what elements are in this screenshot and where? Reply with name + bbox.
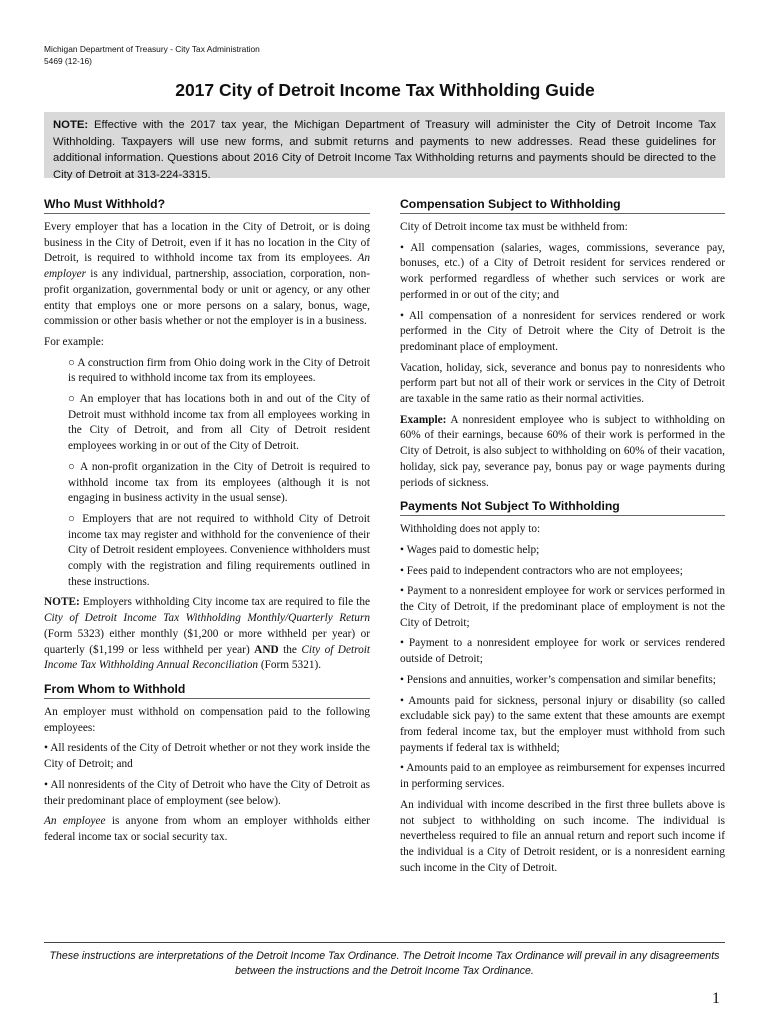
note-and: AND [254,643,279,656]
footer-disclaimer: These instructions are interpretations of the Detroit Income Tax Ordinance. The Detroit Income Tax Ordinance will prevail in any disagreements between the instructions and the Detroit Income Tax Ordinance. [49,950,720,977]
form-5323-title: City of Detroit Income Tax Withholding Monthly/Quarterly Return [44,612,370,625]
payments-closing: An individual with income described in the first three bullets above is not subject to withholding on such income. The individual is nevertheless required to file an annual return and report such income if the individual is a City of Detroit resident, or is a nonresident earning such income in the City of Detroit. [400,798,725,874]
employee-term: An employee [44,815,106,828]
compensation-bullet: • All compensation of a nonresident for services rendered or work performed in the City of Detroit where the City of Detroit is the predominant place of employment. [400,309,725,353]
paragraph-text: Every employer that has a location in the City of Detroit, or is doing business in the City of Detroit, even if it has no location in the City of Detroit, is required to withhold income tax from its employees. [44,221,370,265]
example-item: ○ An employer that has locations both in and out of the City of Detroit must withhold income tax from all employees working in the City of Detroit, and from all City of Detroit resident employees working in or out of the City of Detroit. [68,393,370,453]
note-text: the [278,643,302,656]
compensation-intro: City of Detroit income tax must be withheld from: [400,221,628,233]
example-text: A nonresident employee who is subject to withholding on 60% of their earnings, because 60% of their work is performed in the City of Detroit, is also subject to withholding on 60% of their vacation, holiday, sick pay, severance pay, bonus pay or wage payments during periods of sickness. [400,413,725,489]
from-whom-bullet: • All residents of the City of Detroit whether or not they work inside the City of Detroit; and [44,742,370,771]
agency-name: Michigan Department of Treasury - City Tax Administration [44,44,260,54]
document-header [44,44,260,67]
example-item: ○ A non-profit organization in the City of Detroit is required to withhold income tax from its employees (although it is not engaging in business activity in the usual sense). [68,460,370,505]
payments-intro: Withholding does not apply to: [400,523,541,536]
compensation-bullet: • All compensation (salaries, wages, commissions, severance pay, bonuses, etc.) of a City of Detroit resident for services rendered or work performed regardless of whether such services or work are performed in or out of the city; and [400,241,725,301]
note-box-label: NOTE: [53,119,89,131]
paragraph-text: is any individual, partnership, association, corporation, non-profit organization, governmental body or unit or agency, or any other entity that employs one or more persons on a salary, bonus, wage, commission or other basis whether or not the employer is in a business. [44,268,370,328]
note-box-text: Effective with the 2017 tax year, the Michigan Department of Treasury will administer the City of Detroit Income Tax Withholding. Taxpayers will use new forms, and submit returns and payments to new addresses. Read these guidelines for additional information. Questions about 2016 City of Detroit Income Tax Withholding returns and payments should be directed to the City of Detroit at 313-224-3315. [53,119,716,181]
note-text: (Form 5321). [258,659,322,672]
from-whom-bullet: • All nonresidents of the City of Detroit who have the City of Detroit as their predominant place of employment (see below). [44,778,370,807]
note-label: NOTE: [44,596,80,609]
vacation-paragraph: Vacation, holiday, sick, severance and bonus pay to nonresidents who perform part but not all of their work or services in the City of Detroit are taxable in the same ratio as their normal activities. [400,361,725,406]
compensation-heading: Compensation Subject to Withholding [400,197,725,214]
employee-def-text: is anyone from whom an employer withholds either federal income tax or social security tax. [44,815,370,843]
who-must-withhold-heading: Who Must Withhold? [44,197,370,214]
left-column [44,197,370,851]
form-5321-title: City of Detroit Income Tax Withholding Annual Reconciliation [44,643,371,672]
right-column [400,197,725,881]
from-whom-intro: An employer must withhold on compensation paid to the following employees: [44,705,370,734]
note-box [44,112,725,181]
payments-bullet: • Fees paid to independent contractors who are not employees; [400,564,683,577]
example-item: ○ A construction firm from Ohio doing work in the City of Detroit is required to withhold income tax from its employees. [68,356,370,385]
page-title: 2017 City of Detroit Income Tax Withholding Guide [175,80,595,100]
form-number: 5469 (12-16) [44,55,92,66]
payments-bullet: • Wages paid to domestic help; [400,543,540,556]
from-whom-heading: From Whom to Withhold [44,682,370,699]
note-text: Employers withholding City income tax are required to file the [79,596,370,609]
example-item: ○ Employers that are not required to withhold City of Detroit income tax may register and withhold for the convenience of their City of Detroit resident employees. Convenience withholders must comply with the registration and filing requirements outlined in these instructions. [68,512,370,588]
employer-note [44,595,370,674]
employee-definition [44,814,370,845]
compensation-example [400,413,725,492]
payments-bullet: • Amounts paid to an employee as reimbursement for expenses incurred in performing services. [400,762,725,791]
employer-term: An employer [44,252,370,281]
payments-bullet: • Payment to a nonresident employee for work or services rendered outside of Detroit; [400,637,725,666]
note-text: (Form 5323) either monthly ($1,200 or more withheld per year) or quarterly ($1,199 or less withheld per year) [44,627,370,656]
payments-bullet: • Pensions and annuities, worker’s compensation and similar benefits; [400,673,716,686]
who-must-withhold-paragraph [44,220,370,330]
payments-bullet: • Payment to a nonresident employee for work or services performed in the City of Detroit, if the predominant place of employment is not the City of Detroit; [400,585,725,629]
payments-not-subject-heading: Payments Not Subject To Withholding [400,499,725,516]
example-label: Example: [400,413,447,426]
page-number: 1 [712,990,720,1007]
payments-bullet: • Amounts paid for sickness, personal injury or disability (so called excludable sick pay) to the same extent that these amounts are exempt from federal income tax, but the employer must withhold from such payments if federal tax is withheld; [400,694,725,754]
for-example-label: For example: [44,335,104,348]
footer-divider [44,942,725,943]
